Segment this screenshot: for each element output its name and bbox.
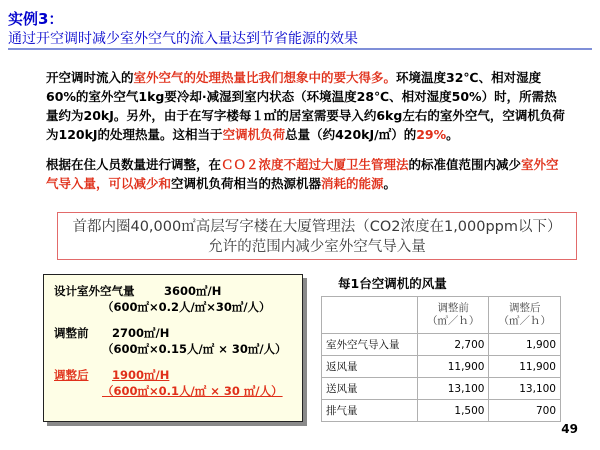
paragraph-co2-adjustment [46, 155, 566, 193]
callout-box: 首都内圈40,000㎡高层写字楼在大厦管理法（CO2浓度在1,000ppm以下）允许的范围内减少室外空气导入量 [57, 212, 577, 260]
paragraph-outdoor-air-load [46, 68, 566, 144]
highlight-text: 室外空气导入量，可以减少和 [46, 157, 559, 191]
row-label: 返风量 [322, 356, 418, 378]
cell-before: 11,900 [417, 356, 489, 378]
table-row [322, 378, 561, 400]
before-label: 调整前 [54, 326, 89, 340]
highlight-text: 消耗的能源 [321, 176, 384, 191]
before-formula: （600㎡×0.15人/㎡ × 30㎥/人） [102, 342, 287, 356]
column-header-label: 调整前 [437, 302, 469, 314]
after-label: 调整后 [54, 368, 89, 382]
text-segment: 环境温度32℃、相对湿度60%的室外空气1kg要冷却·减湿到室内状态（环境温度28℃、相对湿度50%）时，所需热量约为20kJ。另外，由于在写字楼每１㎡的居室需要导入约6kg左右的室外空气，空调机负荷为120kJ的处理热量。这相当于 [46, 70, 565, 142]
highlight-text: 室外空气的处理热量比我们想象中的要大得多。 [133, 70, 397, 85]
table-corner [322, 297, 418, 334]
slide-subtitle: 通过开空调时减少室外空气的流入量达到节省能源的效果 [8, 31, 358, 47]
table-row [322, 400, 561, 422]
cell-after: 11,900 [489, 356, 561, 378]
cell-before: 13,100 [417, 378, 489, 400]
table-row [322, 356, 561, 378]
cell-after: 700 [489, 400, 561, 422]
after-formula: （600㎡×0.1人/㎡ × 30 ㎥/人） [102, 384, 283, 398]
text-segment: 的标准值范围内减少 [408, 157, 522, 172]
highlight-text: 空调机负荷 [222, 127, 286, 142]
design-airflow-formula: （600㎡×0.2人/㎡×30㎥/人） [102, 300, 271, 314]
highlight-percentage: 29% [416, 127, 447, 142]
design-airflow-value: 3600㎥/H [164, 284, 222, 298]
column-header-unit: （㎥／ｈ） [426, 315, 480, 327]
text-segment: 。 [446, 127, 459, 142]
slide-title: 实例3： [8, 10, 64, 28]
text-segment: 空调机负荷相当的热源机器 [171, 176, 322, 191]
column-header-label: 调整后 [508, 302, 541, 314]
cell-before: 2,700 [417, 334, 489, 356]
column-header-before [417, 297, 489, 334]
text-segment: 总量（约420kJ/㎡）的 [285, 127, 417, 142]
row-label: 送风量 [322, 378, 418, 400]
title-divider [8, 48, 592, 50]
text-segment: 根据在住人员数量进行调整，在 [46, 157, 222, 172]
airflow-table [321, 296, 561, 422]
airflow-calculation-box [43, 274, 303, 422]
text-segment: 开空调时流入的 [46, 70, 134, 85]
before-value: 2700㎥/H [112, 326, 170, 340]
cell-after: 13,100 [489, 378, 561, 400]
page-number: 49 [561, 422, 578, 436]
highlight-text: ＣＯ２浓度不超过大厦卫生管理法 [221, 157, 409, 172]
table-row [322, 334, 561, 356]
cell-before: 1,500 [417, 400, 489, 422]
row-label: 排气量 [322, 400, 418, 422]
table-caption: 每1台空调机的风量 [338, 276, 447, 291]
design-airflow-label: 设计室外空气量 [54, 284, 135, 298]
column-header-after [489, 297, 561, 334]
after-value: 1900㎥/H [112, 368, 170, 382]
cell-after: 1,900 [489, 334, 561, 356]
text-segment: 。 [383, 176, 397, 191]
row-label: 室外空气导入量 [322, 334, 418, 356]
column-header-unit: （㎥／ｈ） [498, 315, 551, 327]
